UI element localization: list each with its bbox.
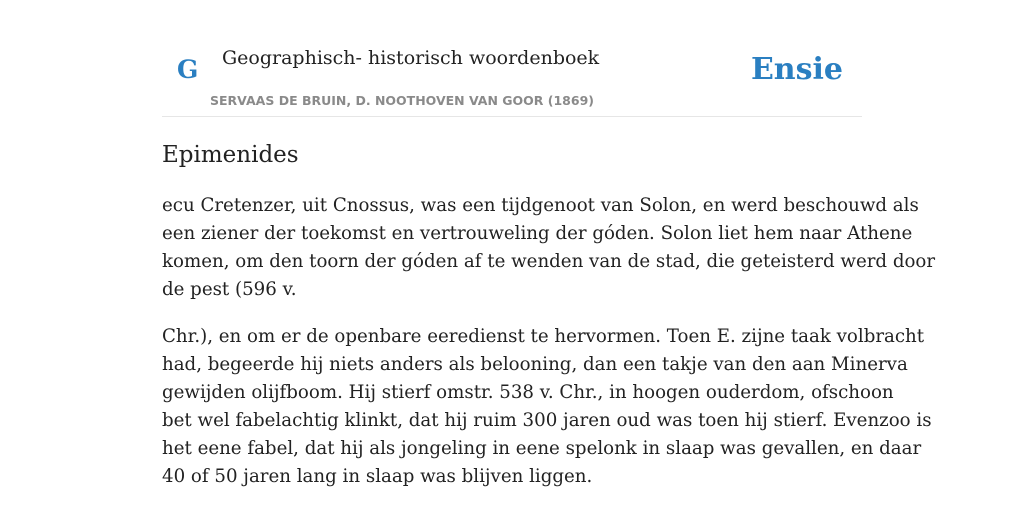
book-author: SERVAAS DE BRUIN, D. NOOTHOVEN VAN GOOR (1869) [210,93,594,108]
text-line: gewijden olijfboom. Hij stierf omstr. 538 v. Chr., in hoogen ouderdom, ofschoon [162,382,894,403]
paragraph [162,323,932,491]
ensie-logo[interactable]: Ensie [750,52,843,87]
dictionary-logo[interactable]: G [177,55,199,84]
text-line: ecu Cretenzer, uit Cnossus, was een tijdgenoot van Solon, en werd beschouwd als [162,195,919,216]
entry-title: Epimenides [162,142,299,168]
book-title-link[interactable]: Geographisch- historisch woordenboek [222,47,600,69]
text-line: de pest (596 v. [162,279,297,300]
text-line: 40 of 50 jaren lang in slaap was blijven liggen. [162,466,593,487]
paragraph [162,192,936,304]
text-line: komen, om den toorn der góden af te wenden van de stad, die geteisterd werd door [162,251,936,272]
text-line: Chr.), en om er de openbare eeredienst te hervormen. Toen E. zijne taak volbracht [162,326,925,347]
text-line: een ziener der toekomst en vertrouweling der góden. Solon liet hem naar Athene [162,223,913,244]
header [162,0,862,117]
entry-body [162,192,936,510]
text-line: bet wel fabelachtig klinkt, dat hij ruim 300 jaren oud was toen hij stierf. Evenzoo is [162,410,932,431]
text-line: het eene fabel, dat hij als jongeling in eene spelonk in slaap was gevallen, en daar [162,438,922,459]
text-line: had, begeerde hij niets anders als belooning, dan een takje van den aan Minerva [162,354,908,375]
